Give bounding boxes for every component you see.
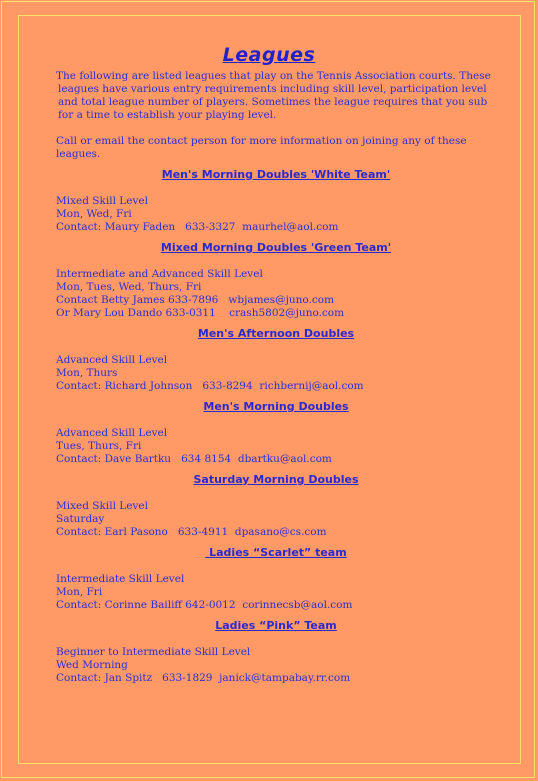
league-skill: Intermediate Skill Level bbox=[56, 573, 185, 585]
league-contact: Contact: Corinne Bailiff 642-0012 corinnecsb@aol.com bbox=[56, 599, 353, 611]
league-skill: Intermediate and Advanced Skill Level bbox=[56, 268, 263, 280]
league-heading[interactable]: Saturday Morning Doubles bbox=[193, 473, 359, 486]
league-section bbox=[56, 546, 496, 612]
intro-line: and total league number of players. Sometimes the league requires that you sub bbox=[58, 96, 488, 108]
league-skill: Beginner to Intermediate Skill Level bbox=[56, 646, 251, 658]
league-days: Tues, Thurs, Fri bbox=[56, 440, 142, 452]
league-heading[interactable]: Ladies “Scarlet” team bbox=[205, 546, 347, 559]
page-title-text: Leagues bbox=[222, 44, 316, 66]
league-section bbox=[56, 168, 496, 234]
intro-line: for a time to establish your playing level. bbox=[58, 109, 277, 121]
league-contact: Contact: Earl Pasono 633-4911 dpasano@cs.com bbox=[56, 526, 327, 538]
contact-line: leagues. bbox=[56, 148, 101, 160]
league-contact: Contact Betty James 633-7896 wbjames@juno.com bbox=[56, 294, 335, 306]
league-days: Mon, Wed, Fri bbox=[56, 208, 132, 220]
league-contact: Or Mary Lou Dando 633-0311 crash5802@juno.com bbox=[56, 307, 345, 319]
league-contact: Contact: Maury Faden 633-3327 maurhel@aol.com bbox=[56, 221, 339, 233]
league-section bbox=[56, 619, 496, 685]
league-skill: Advanced Skill Level bbox=[56, 427, 168, 439]
league-contact: Contact: Richard Johnson 633-8294 richbernij@aol.com bbox=[56, 380, 364, 392]
league-days: Mon, Tues, Wed, Thurs, Fri bbox=[56, 281, 202, 293]
league-days: Mon, Fri bbox=[56, 586, 103, 598]
league-heading[interactable]: Men's Afternoon Doubles bbox=[197, 327, 355, 340]
contact-line: Call or email the contact person for more information on joining any of these bbox=[56, 135, 467, 147]
league-heading[interactable]: Men's Morning Doubles bbox=[203, 400, 349, 413]
intro-paragraph bbox=[56, 70, 496, 122]
intro-line: leagues have various entry requirements including skill level, participation level bbox=[58, 83, 487, 95]
league-days: Wed Morning bbox=[56, 659, 128, 671]
page-title bbox=[0, 31, 538, 69]
page-content bbox=[56, 70, 496, 685]
league-section bbox=[56, 400, 496, 466]
league-section bbox=[56, 241, 496, 320]
league-section bbox=[56, 327, 496, 393]
intro-line: The following are listed leagues that play on the Tennis Association courts. These bbox=[56, 70, 491, 82]
league-days: Mon, Thurs bbox=[56, 367, 118, 379]
league-skill: Advanced Skill Level bbox=[56, 354, 168, 366]
league-contact: Contact: Jan Spitz 633-1829 janick@tampabay.rr.com bbox=[56, 672, 351, 684]
league-contact: Contact: Dave Bartku 634 8154 dbartku@aol.com bbox=[56, 453, 332, 465]
league-section bbox=[56, 473, 496, 539]
contact-paragraph bbox=[56, 135, 496, 161]
league-skill: Mixed Skill Level bbox=[56, 195, 148, 207]
league-heading[interactable]: Ladies “Pink” Team bbox=[215, 619, 337, 632]
league-heading[interactable]: Mixed Morning Doubles 'Green Team' bbox=[160, 241, 392, 254]
league-heading[interactable]: Men's Morning Doubles 'White Team' bbox=[161, 168, 391, 181]
league-skill: Mixed Skill Level bbox=[56, 500, 148, 512]
league-days: Saturday bbox=[56, 513, 105, 525]
